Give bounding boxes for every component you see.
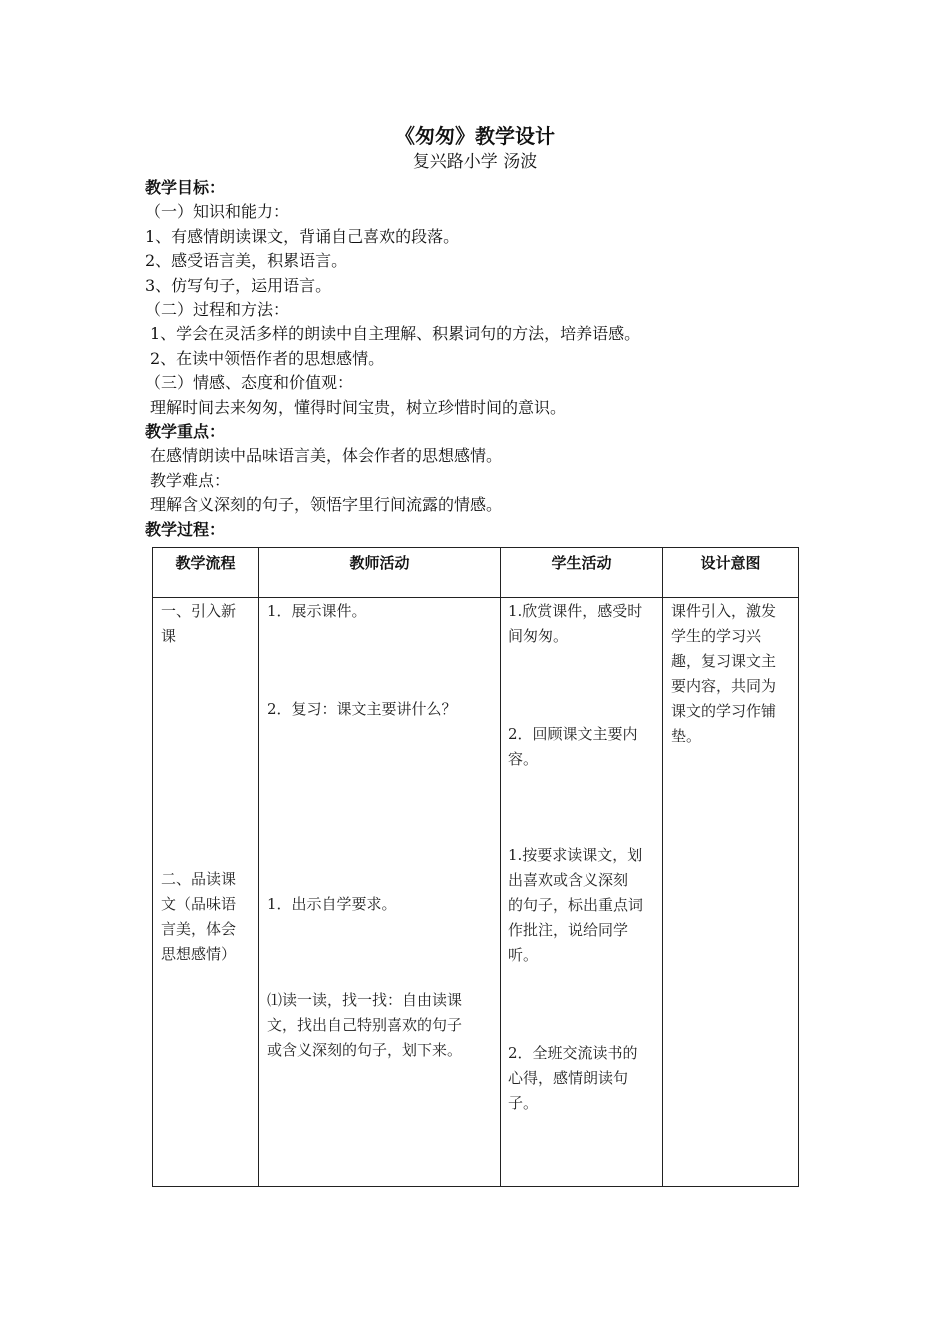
teacher-activity-cell: [259, 598, 501, 1187]
process-method-item: 1、学会在灵活多样的朗读中自主理解、积累词句的方法，培养语感。: [150, 324, 641, 344]
text-line: 二、品读课: [161, 870, 237, 888]
teacher-activity-b1: [267, 892, 397, 917]
text-line: ⑴读一读，找一找：自由读课: [267, 991, 463, 1009]
text-line: 要内容，共同为: [671, 677, 777, 695]
student-activity-cell: [501, 598, 663, 1187]
text-line: 间匆匆。: [508, 627, 569, 645]
text-line: 出喜欢或含义深刻: [508, 871, 629, 889]
student-activity-b2: [508, 1041, 638, 1116]
text-line: 作批注，说给同学: [508, 921, 629, 939]
objectives-heading: 教学目标：: [145, 178, 226, 197]
text-line: 或含义深刻的句子，划下来。: [267, 1041, 463, 1059]
column-header-teacher: 教师活动: [259, 548, 501, 598]
table-header-row: [153, 548, 799, 598]
text-line: 1．展示课件。: [267, 602, 367, 620]
text-line: 子。: [508, 1094, 539, 1112]
column-header-intent: 设计意图: [663, 548, 799, 598]
key-point-text: 在感情朗读中品味语言美，体会作者的思想感情。: [150, 446, 503, 466]
text-line: 的句子，标出重点词: [508, 896, 644, 914]
knowledge-heading: （一）知识和能力：: [145, 202, 290, 222]
knowledge-item: 2、感受语言美，积累语言。: [145, 251, 348, 271]
text-line: 言美，体会: [161, 920, 237, 938]
design-intent-cell: [663, 598, 799, 1187]
teacher-activity-a2: [267, 697, 457, 722]
text-line: 课: [161, 627, 177, 645]
text-line: 一、引入新: [161, 602, 237, 620]
column-header-flow: 教学流程: [153, 548, 259, 598]
emotion-text: 理解时间去来匆匆，懂得时间宝贵，树立珍惜时间的意识。: [150, 397, 567, 417]
student-activity-a2: [508, 722, 638, 772]
text-line: 2．复习：课文主要讲什么？: [267, 700, 457, 718]
text-line: 课件引入，激发: [671, 602, 777, 620]
text-line: 思想感情）: [161, 945, 237, 963]
text-line: 文，找出自己特别喜欢的句子: [267, 1016, 463, 1034]
design-intent-a: [671, 599, 776, 749]
text-line: 听。: [508, 946, 539, 964]
text-line: 心得，感情朗读句: [508, 1069, 629, 1087]
teacher-activity-a1: [267, 599, 367, 624]
document-title: 《匆匆》教学设计: [395, 124, 555, 148]
text-line: 趣，复习课文主: [671, 652, 777, 670]
student-activity-a1: [508, 599, 642, 649]
text-line: 文（品味语: [161, 895, 237, 913]
teaching-process-table: [152, 547, 799, 1187]
text-line: 容。: [508, 750, 539, 768]
author-line: 复兴路小学 汤波: [412, 152, 538, 172]
knowledge-item: 1、有感情朗读课文，背诵自己喜欢的段落。: [145, 226, 460, 246]
knowledge-item: 3、仿写句子，运用语言。: [145, 275, 332, 295]
flow-step-1: [161, 599, 236, 649]
flow-cell: [153, 598, 259, 1187]
text-line: 1.按要求读课文，划: [508, 846, 643, 864]
key-point-heading: 教学重点：: [145, 422, 226, 442]
text-line: 垫。: [671, 727, 702, 745]
column-header-student: 学生活动: [501, 548, 663, 598]
process-heading: 教学过程：: [145, 519, 226, 539]
process-method-heading: （二）过程和方法：: [145, 300, 290, 320]
process-method-item: 2、在读中领悟作者的思想感情。: [150, 348, 385, 368]
flow-step-2: [161, 867, 236, 967]
student-activity-b1: [508, 843, 643, 968]
document-body: [145, 176, 845, 542]
text-line: 2．全班交流读书的: [508, 1044, 638, 1062]
table-row: [153, 598, 799, 1187]
text-line: 1.欣赏课件，感受时: [508, 602, 643, 620]
difficulty-heading: 教学难点：: [150, 470, 231, 490]
text-line: 学生的学习兴: [671, 627, 762, 645]
text-line: 课文的学习作铺: [671, 702, 777, 720]
emotion-heading: （三）情感、态度和价值观：: [145, 373, 354, 393]
teacher-activity-b2: [267, 988, 462, 1063]
text-line: 2．回顾课文主要内: [508, 725, 638, 743]
text-line: 1．出示自学要求。: [267, 895, 397, 913]
difficulty-text: 理解含义深刻的句子，领悟字里行间流露的情感。: [150, 495, 503, 515]
